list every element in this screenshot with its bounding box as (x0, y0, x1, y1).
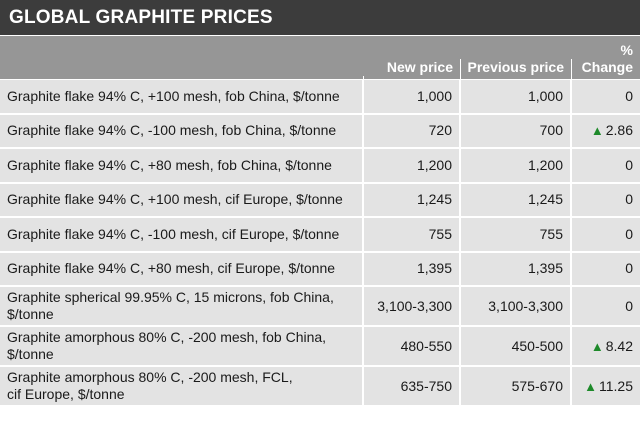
row-description-text (7, 260, 335, 277)
row-change-value: 8.42 (605, 337, 633, 354)
row-change (572, 115, 640, 148)
row-description (0, 80, 364, 113)
row-change (572, 287, 640, 325)
row-change-value: 0 (625, 87, 633, 104)
row-description-line2: $/tonne (7, 346, 54, 362)
header-change (572, 42, 640, 79)
row-new-price: 1,000 (364, 80, 461, 113)
row-new-price: 1,200 (364, 149, 461, 182)
row-new-price: 1,245 (364, 184, 461, 217)
row-description-line1: Graphite amorphous 80% C, -200 mesh, FCL, (7, 369, 293, 385)
up-arrow-icon: ▲ (590, 338, 604, 354)
table-title: GLOBAL GRAPHITE PRICES (0, 0, 640, 36)
row-description (0, 149, 364, 182)
row-description-text (7, 122, 336, 139)
row-description (0, 115, 364, 148)
table-body (0, 80, 640, 407)
row-change-value: 2.86 (605, 122, 633, 139)
row-description-line2: cif Europe, $/tonne (7, 386, 125, 402)
table-row (0, 184, 640, 219)
row-description-line1: Graphite amorphous 80% C, -200 mesh, fob China, (7, 329, 327, 345)
row-previous-price: 575-670 (461, 367, 572, 405)
row-previous-price: 755 (461, 218, 572, 251)
header-previous-price: Previous price (461, 59, 572, 79)
row-description (0, 253, 364, 286)
row-change (572, 149, 640, 182)
row-description-line1: Graphite flake 94% C, +100 mesh, cif Europe, $/tonne (7, 191, 343, 208)
header-change-label: Change (581, 59, 633, 75)
header-new-price: New price (364, 59, 461, 79)
row-change-value: 11.25 (599, 377, 633, 394)
row-description (0, 218, 364, 251)
row-previous-price: 700 (461, 115, 572, 148)
row-previous-price: 1,245 (461, 184, 572, 217)
row-description-text (7, 157, 332, 174)
row-previous-price: 3,100-3,300 (461, 287, 572, 325)
row-description-line2: $/tonne (7, 306, 54, 322)
row-new-price: 3,100-3,300 (364, 287, 461, 325)
row-previous-price: 1,395 (461, 253, 572, 286)
table-row (0, 367, 640, 407)
row-new-price: 1,395 (364, 253, 461, 286)
table-row (0, 327, 640, 367)
row-change-value: 0 (625, 191, 633, 208)
row-description-text (7, 329, 326, 363)
row-change (572, 80, 640, 113)
row-description (0, 287, 364, 325)
row-change (572, 367, 640, 405)
row-description (0, 184, 364, 217)
header-change-percent: % (620, 42, 633, 58)
row-change (572, 218, 640, 251)
row-description-line1: Graphite flake 94% C, -100 mesh, cif Europe, $/tonne (7, 225, 340, 242)
row-description-line1: Graphite flake 94% C, +80 mesh, fob China, $/tonne (7, 156, 332, 173)
row-change (572, 184, 640, 217)
table-row (0, 218, 640, 253)
row-description-text (7, 369, 293, 403)
row-description-text (7, 226, 339, 243)
table-row (0, 149, 640, 184)
row-description-text (7, 191, 343, 208)
row-description (0, 367, 364, 405)
header-description (0, 76, 364, 79)
row-description-text (7, 289, 334, 323)
row-new-price: 480-550 (364, 327, 461, 365)
row-description-text (7, 88, 340, 105)
row-description-line1: Graphite flake 94% C, +80 mesh, cif Europe, $/tonne (7, 260, 336, 277)
table-row (0, 115, 640, 150)
up-arrow-icon: ▲ (590, 123, 604, 139)
row-new-price: 635-750 (364, 367, 461, 405)
row-change-value: 0 (625, 260, 633, 277)
row-previous-price: 1,000 (461, 80, 572, 113)
row-new-price: 720 (364, 115, 461, 148)
up-arrow-icon: ▲ (584, 378, 597, 394)
row-description (0, 327, 364, 365)
row-description-line1: Graphite spherical 99.95% C, 15 microns, fob China, (7, 289, 334, 305)
table-row (0, 80, 640, 115)
row-description-line1: Graphite flake 94% C, +100 mesh, fob China, $/tonne (7, 87, 340, 104)
row-description-line1: Graphite flake 94% C, -100 mesh, fob China, $/tonne (7, 122, 337, 139)
row-change-value: 0 (625, 297, 633, 314)
table-row (0, 253, 640, 288)
row-change-value: 0 (625, 225, 633, 242)
row-previous-price: 1,200 (461, 149, 572, 182)
row-change-value: 0 (625, 156, 633, 173)
row-change (572, 253, 640, 286)
table-header-row (0, 36, 640, 80)
table-row (0, 287, 640, 327)
row-new-price: 755 (364, 218, 461, 251)
row-previous-price: 450-500 (461, 327, 572, 365)
row-change (572, 327, 640, 365)
